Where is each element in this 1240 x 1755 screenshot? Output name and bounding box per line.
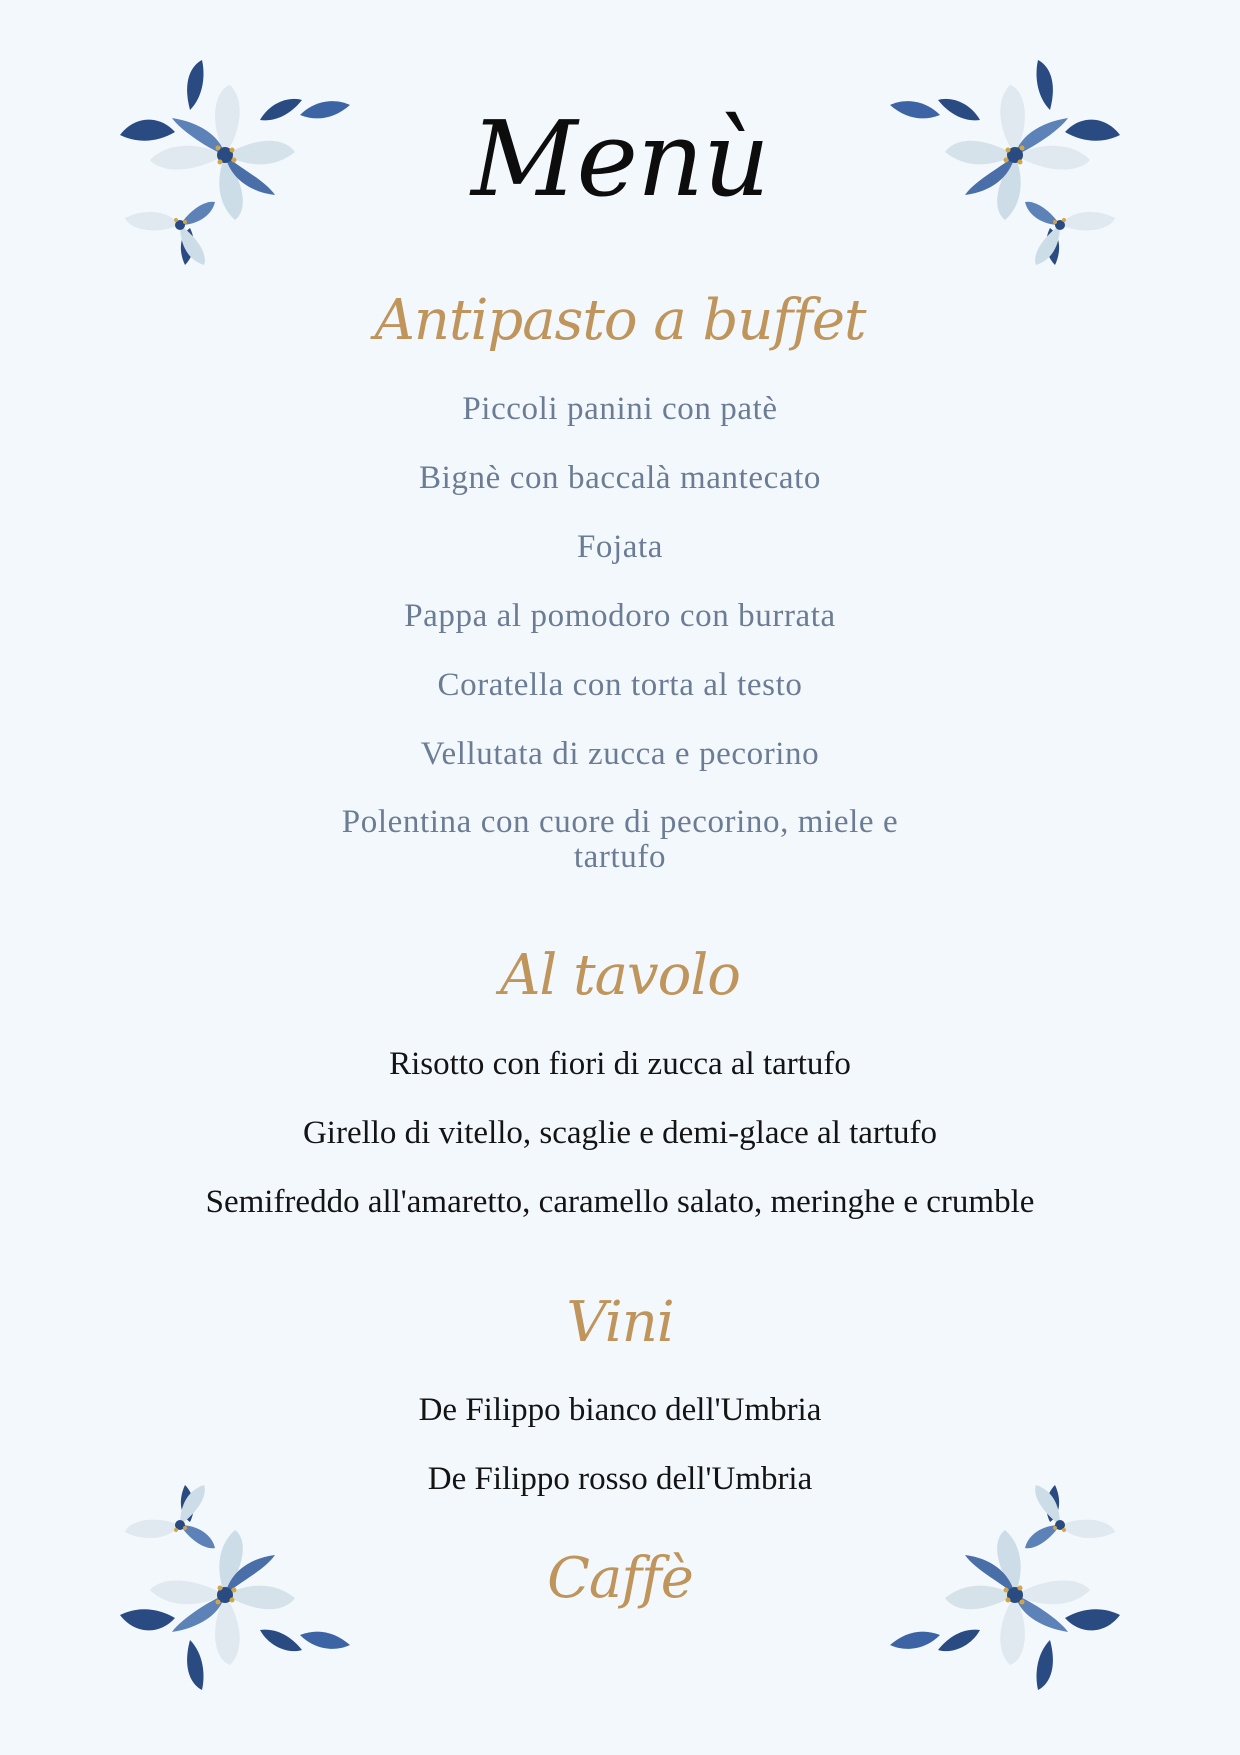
menu-item: Polentina con cuore di pecorino, miele e tartufo	[341, 804, 899, 875]
menu-item: De Filippo rosso dell'Umbria	[427, 1461, 813, 1497]
menu-item: Vellutata di zucca e pecorino	[420, 736, 820, 772]
menu-item: De Filippo bianco dell'Umbria	[418, 1392, 822, 1428]
menu-item: Fojata	[576, 529, 664, 565]
menu-title: Menù	[471, 98, 769, 220]
menu-item: Bignè con baccalà mantecato	[419, 460, 821, 496]
menu-item: Pappa al pomodoro con burrata	[404, 598, 836, 634]
menu-item: Piccoli panini con patè	[462, 391, 778, 427]
section-heading-antipasto: Antipasto a buffet	[374, 288, 866, 353]
menu-item: Girello di vitello, scaglie e demi-glace al tartufo	[302, 1115, 938, 1151]
menu-item: Semifreddo all'amaretto, caramello salato, meringhe e crumble	[205, 1184, 1035, 1220]
menu-item: Coratella con torta al testo	[437, 667, 803, 703]
section-heading-al-tavolo: Al tavolo	[499, 943, 741, 1008]
section-heading-vini: Vini	[566, 1290, 674, 1355]
menu-item: Risotto con fiori di zucca al tartufo	[389, 1046, 851, 1082]
section-heading-caffe: Caffè	[547, 1546, 693, 1611]
